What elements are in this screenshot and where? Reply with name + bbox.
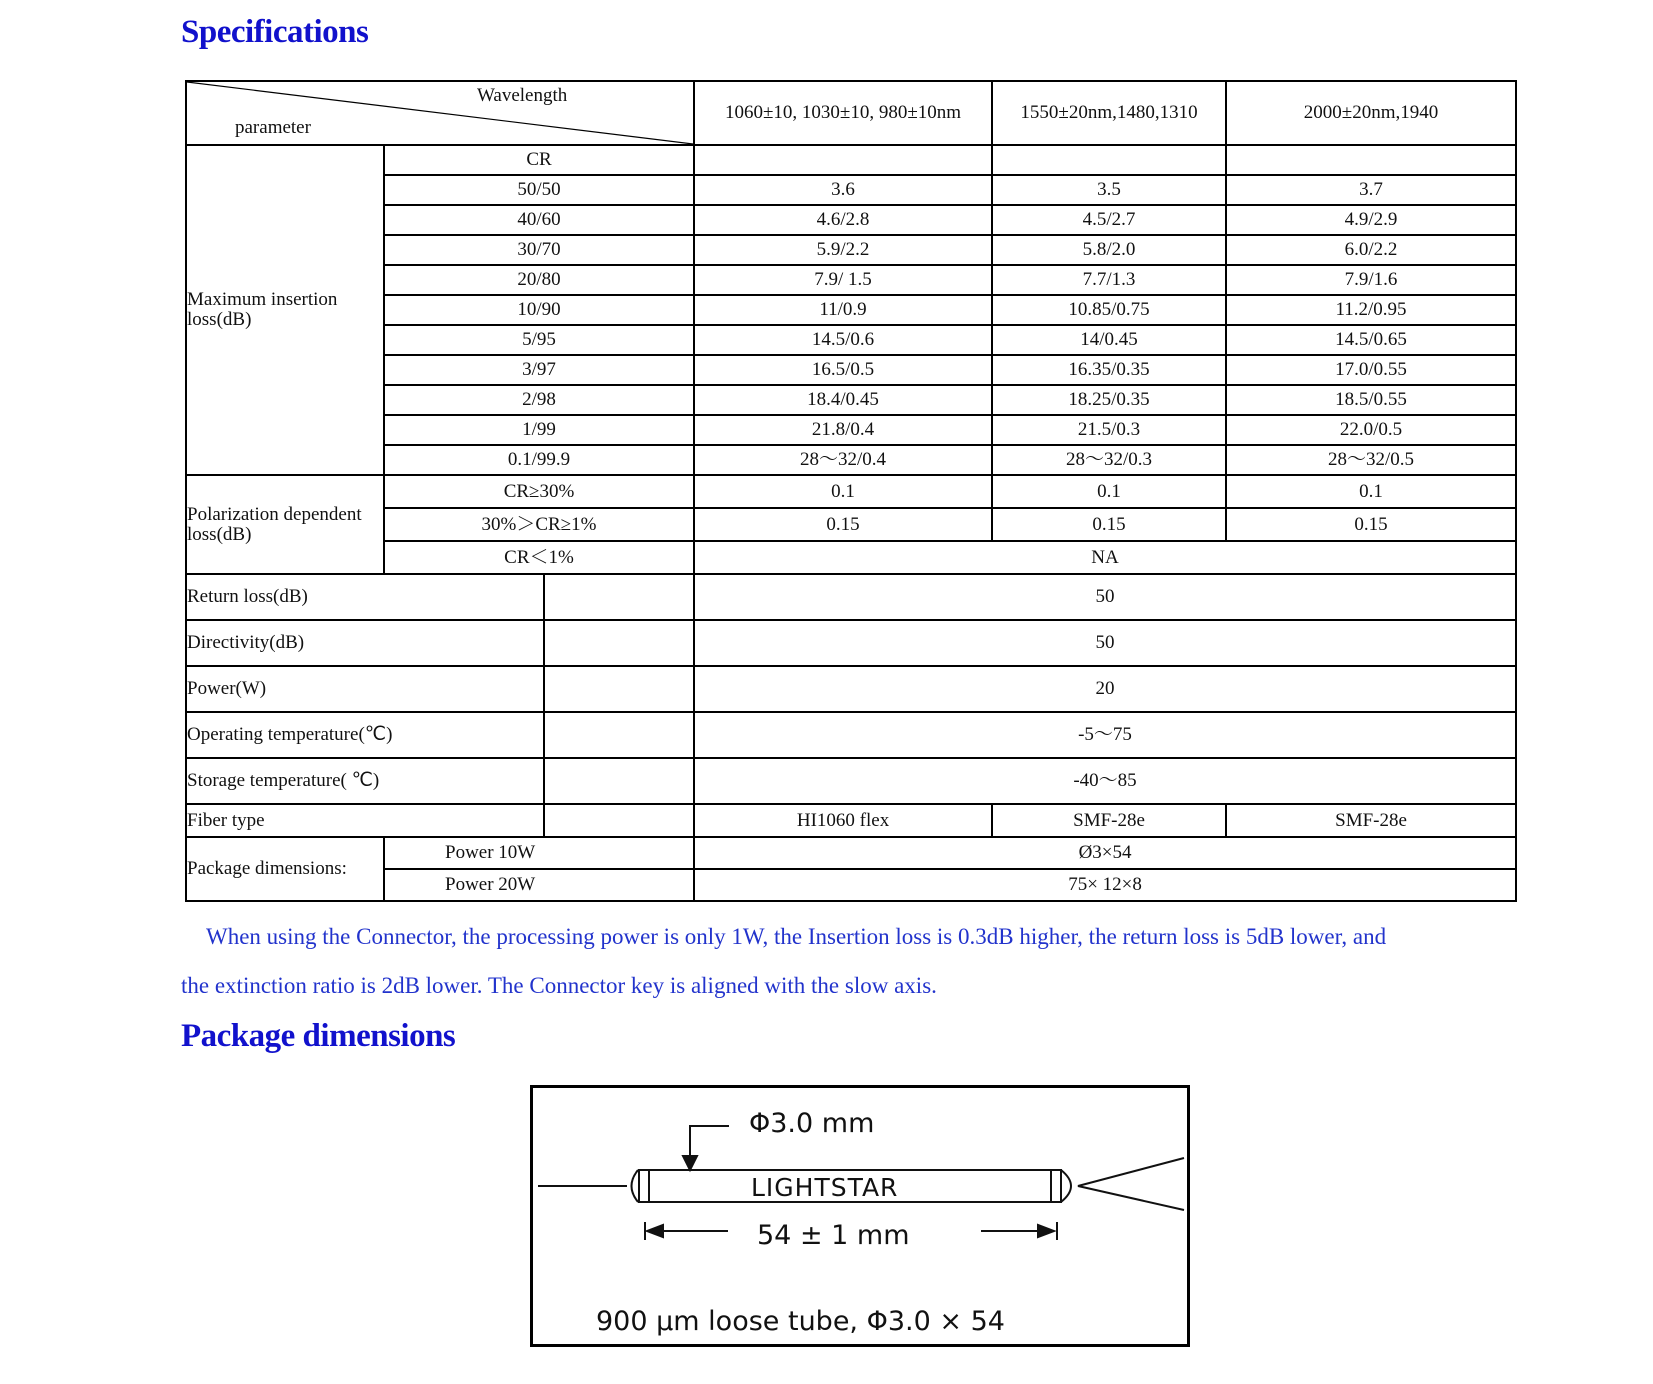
diameter-label: Φ3.0 mm [749,1108,875,1139]
connector-note-line-2: the extinction ratio is 2dB lower. The Connector key is aligned with the slow axis. [181,973,937,998]
cr-cell: 10/90 [384,295,694,325]
cr-cell: 40/60 [384,205,694,235]
wavelength-label: Wavelength [477,85,568,106]
table-row [186,175,1516,205]
value-cell: Ø3×54 [694,837,1516,869]
value-cell: 0.1 [694,475,992,508]
value-cell: 18.4/0.45 [694,385,992,415]
param-label: Fiber type [186,804,544,837]
value-cell: 75× 12×8 [694,869,1516,901]
cr-cell: 1/99 [384,415,694,445]
table-row [186,385,1516,415]
table-row [186,415,1516,445]
value-cell: 28～32/0.5 [1226,445,1516,475]
table-row [186,666,1516,712]
value-cell: 18.25/0.35 [992,385,1226,415]
table-row [186,541,1516,574]
value-cell: 16.5/0.5 [694,355,992,385]
table-header-row [186,81,1516,145]
value-cell: 14.5/0.65 [1226,325,1516,355]
cr-cell: 5/95 [384,325,694,355]
value-cell: 50 [694,620,1516,666]
connector-note-line-1: When using the Connector, the processing power is only 1W, the Insertion loss is 0.3dB higher, the return loss is 5dB lower, and [206,924,1387,949]
table-row [186,475,1516,508]
value-cell: 4.6/2.8 [694,205,992,235]
brand-label: LIGHTSTAR [751,1173,899,1202]
value-cell: 10.85/0.75 [992,295,1226,325]
value-cell: 5.9/2.2 [694,235,992,265]
value-cell: 0.1 [1226,475,1516,508]
value-cell: 6.0/2.2 [1226,235,1516,265]
value-cell: SMF-28e [992,804,1226,837]
value-cell: -40～85 [694,758,1516,804]
value-cell: 28～32/0.4 [694,445,992,475]
cr-cell: CR≥30% [384,475,694,508]
value-cell: 3.7 [1226,175,1516,205]
value-cell: -5～75 [694,712,1516,758]
specifications-heading: Specifications [181,14,369,50]
table-row [186,804,1516,837]
cr-cell: 50/50 [384,175,694,205]
table-row [186,712,1516,758]
table-row [186,758,1516,804]
wavelength-header-3: 2000±20nm,1940 [1226,81,1516,145]
cr-cell: 0.1/99.9 [384,445,694,475]
cr-cell: 2/98 [384,385,694,415]
value-cell: HI1060 flex [694,804,992,837]
value-cell: 5.8/2.0 [992,235,1226,265]
value-cell: 21.5/0.3 [992,415,1226,445]
parameter-label: parameter [235,117,311,138]
value-cell: 28～32/0.3 [992,445,1226,475]
table-row [186,445,1516,475]
table-row [186,325,1516,355]
value-cell: 50 [694,574,1516,620]
value-cell: NA [694,541,1516,574]
insertion-loss-label: Maximum insertion loss(dB) [186,145,384,475]
power-cell: Power 20W [384,869,694,901]
value-cell: 11.2/0.95 [1226,295,1516,325]
wavelength-header-1: 1060±10, 1030±10, 980±10nm [694,81,992,145]
cr-header: CR [384,145,694,175]
value-cell: 3.6 [694,175,992,205]
param-label: Directivity(dB) [186,620,544,666]
value-cell: 0.1 [992,475,1226,508]
table-row [186,869,1516,901]
package-drawing [530,1085,1190,1347]
value-cell: 0.15 [694,508,992,541]
value-cell: 14/0.45 [992,325,1226,355]
cr-cell: 20/80 [384,265,694,295]
cr-cell: 30/70 [384,235,694,265]
value-cell: SMF-28e [1226,804,1516,837]
value-cell: 14.5/0.6 [694,325,992,355]
value-cell: 0.15 [1226,508,1516,541]
value-cell: 20 [694,666,1516,712]
figure-caption: 900 μm loose tube, Φ3.0 × 54 [596,1306,1005,1337]
value-cell: 3.5 [992,175,1226,205]
value-cell: 16.35/0.35 [992,355,1226,385]
table-row [186,145,1516,175]
table-row [186,295,1516,325]
table-row [186,205,1516,235]
specifications-table [185,80,1517,902]
cr-cell: 3/97 [384,355,694,385]
param-label: Power(W) [186,666,544,712]
value-cell: 11/0.9 [694,295,992,325]
value-cell: 22.0/0.5 [1226,415,1516,445]
param-label: Return loss(dB) [186,574,544,620]
cr-cell: 30%＞CR≥1% [384,508,694,541]
value-cell: 7.9/1.6 [1226,265,1516,295]
power-cell: Power 10W [384,837,694,869]
package-dimensions-heading: Package dimensions [181,1018,456,1054]
table-row [186,508,1516,541]
value-cell: 0.15 [992,508,1226,541]
value-cell: 4.5/2.7 [992,205,1226,235]
table-row [186,235,1516,265]
value-cell: 21.8/0.4 [694,415,992,445]
param-label: Package dimensions: [186,837,384,901]
value-cell: 4.9/2.9 [1226,205,1516,235]
value-cell: 7.7/1.3 [992,265,1226,295]
value-cell: 18.5/0.55 [1226,385,1516,415]
cr-cell: CR＜1% [384,541,694,574]
table-row [186,355,1516,385]
length-label: 54 ± 1 mm [757,1220,910,1251]
table-row [186,620,1516,666]
diagonal-header-cell [186,81,694,145]
table-row [186,837,1516,869]
table-row [186,574,1516,620]
wavelength-header-2: 1550±20nm,1480,1310 [992,81,1226,145]
param-label: Operating temperature(℃) [186,712,544,758]
value-cell: 7.9/ 1.5 [694,265,992,295]
value-cell: 17.0/0.55 [1226,355,1516,385]
param-label: Storage temperature( ℃) [186,758,544,804]
table-row [186,265,1516,295]
pdl-label: Polarization dependent loss(dB) [186,475,384,574]
